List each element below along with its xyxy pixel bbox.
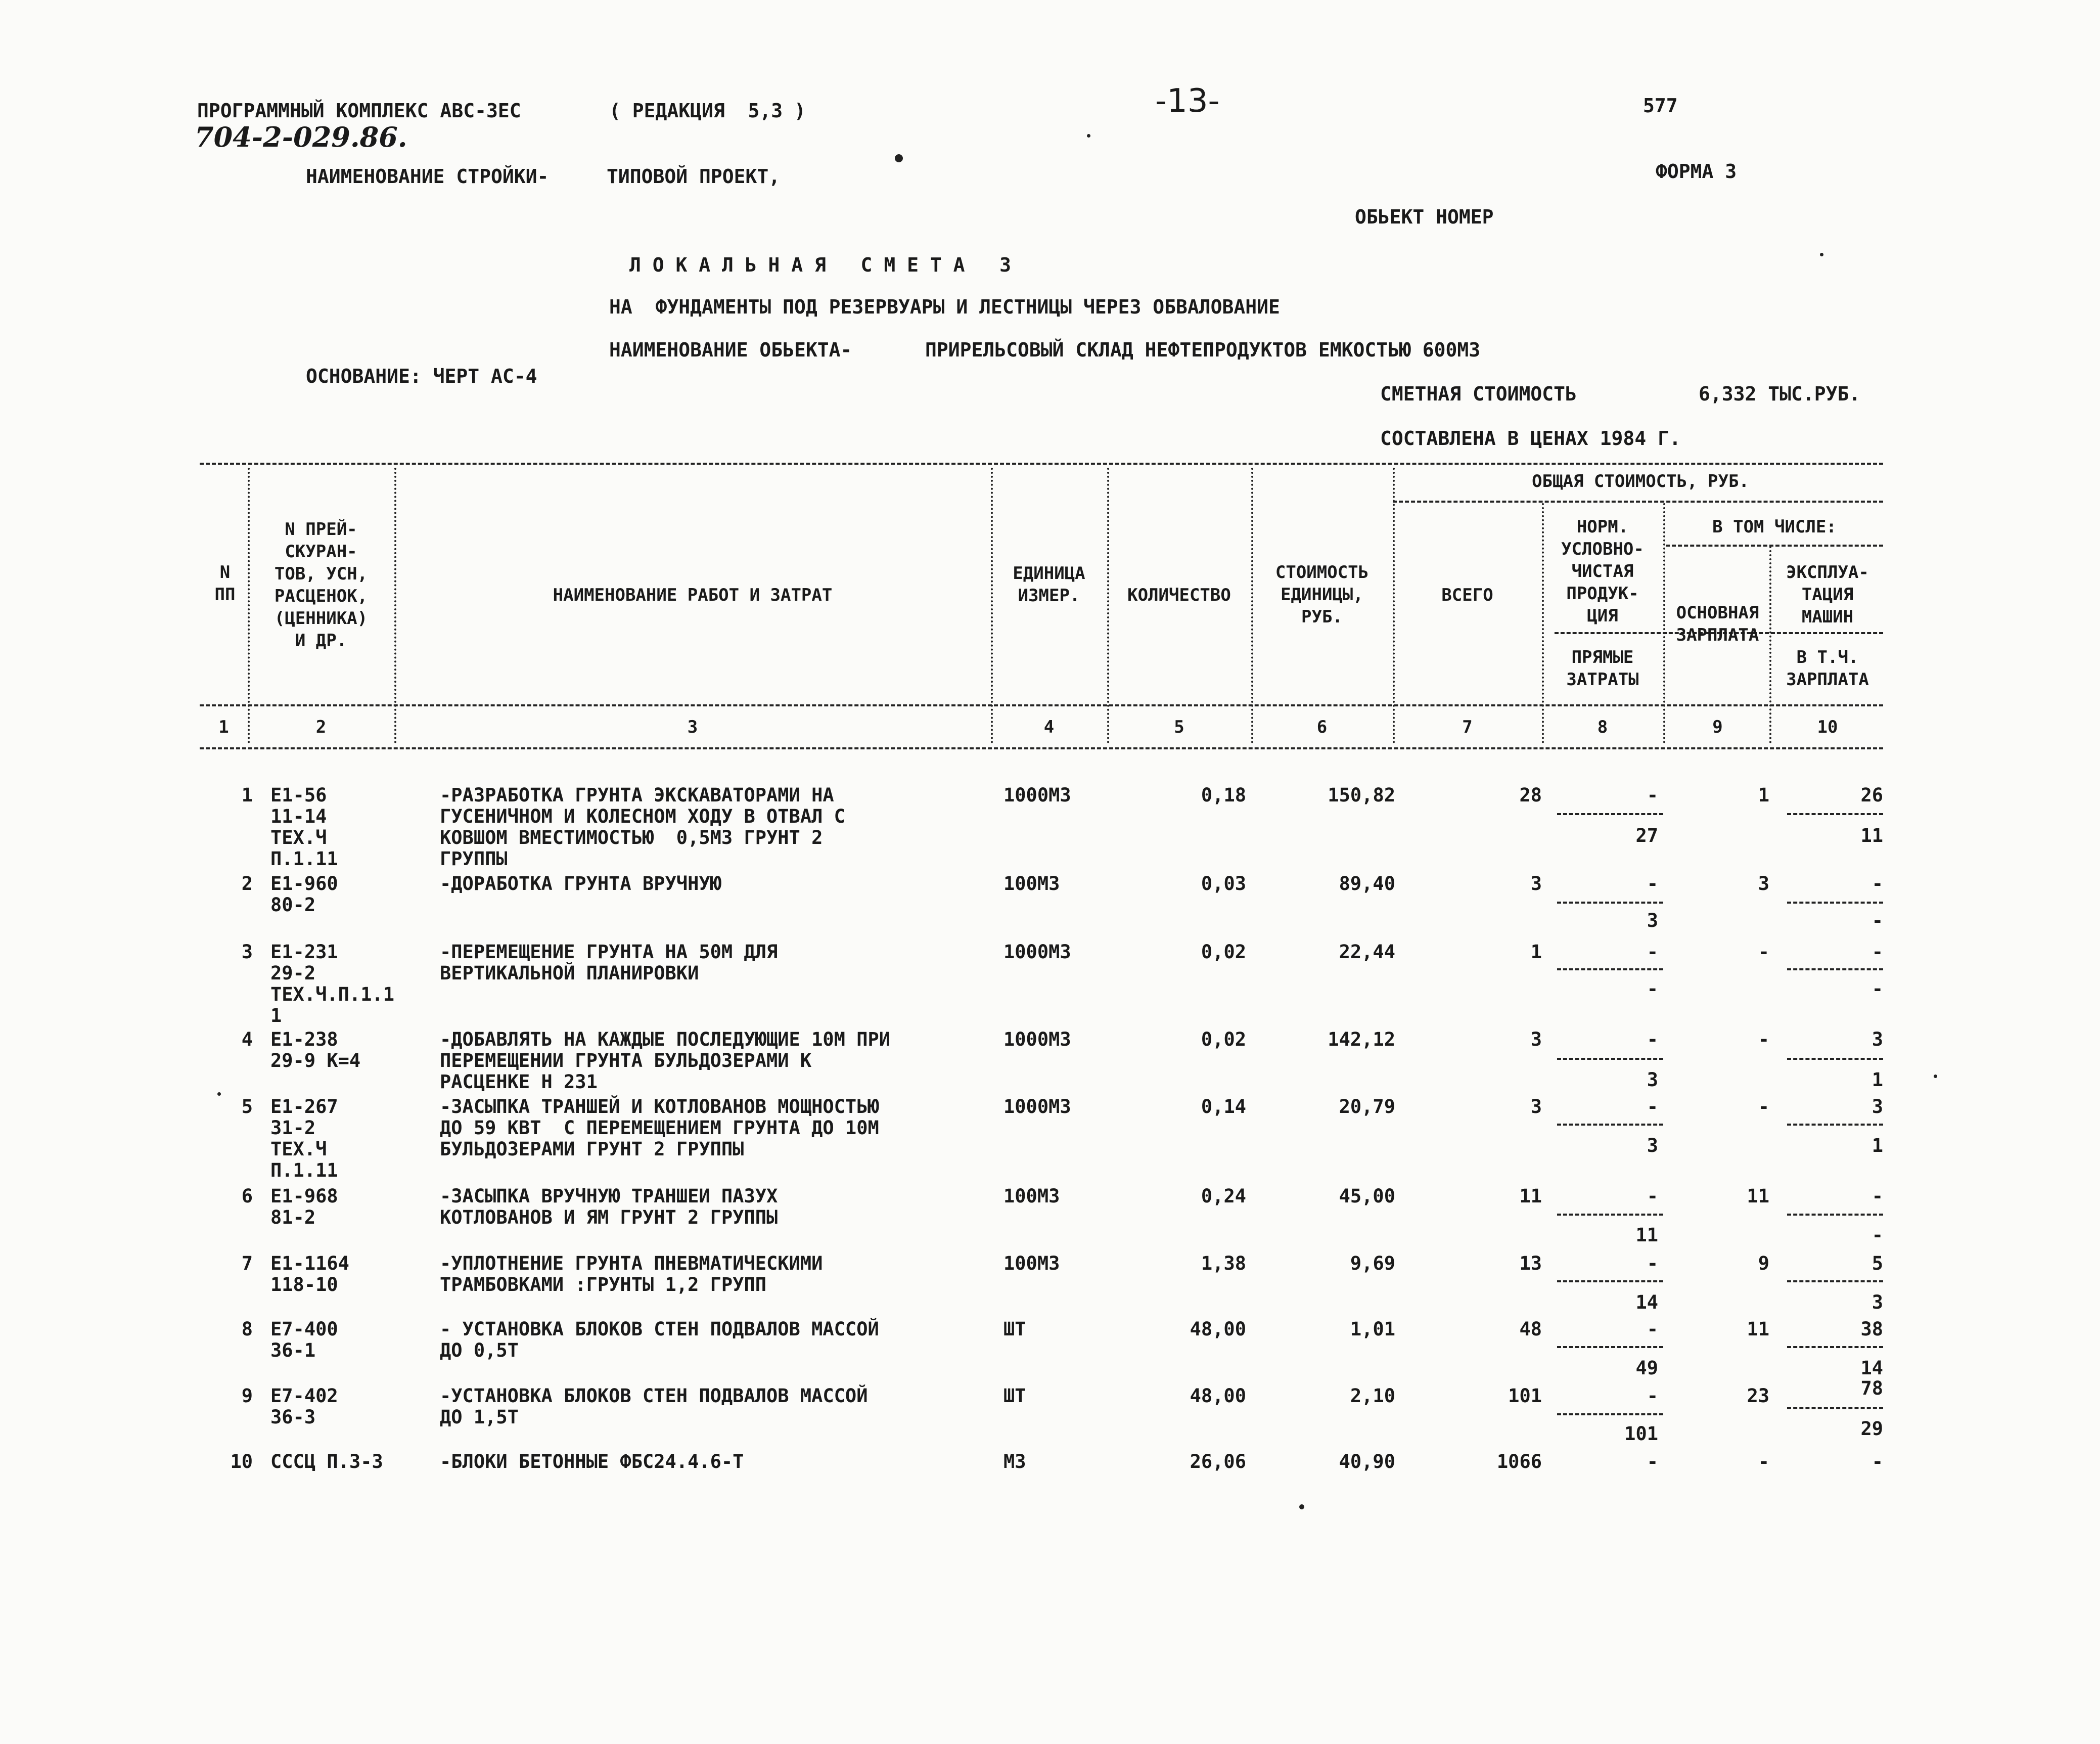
row-number: 7 [241,1253,253,1274]
row-work-name: -РАЗРАБОТКА ГРУНТА ЭКСКАВАТОРАМИ НА ГУСЕНИЧНОМ И КОЛЕСНОМ ХОДУ В ОТВАЛ С КОВШОМ ВМЕСТИМОСТЬЮ 0,5М3 ГРУНТ 2 ГРУППЫ [440,784,845,870]
row-base-salary: - [1758,1451,1769,1472]
col-number: 2 [315,717,327,737]
row-norm-production: - [1647,1385,1658,1407]
row-number: 8 [241,1318,253,1340]
row-work-name: - УСТАНОВКА БЛОКОВ СТЕН ПОДВАЛОВ МАССОЙ ДО 0,5Т [440,1318,879,1361]
row-base-salary: 9 [1758,1253,1769,1274]
header-machine-operation: ЭКСПЛУА- ТАЦИЯ МАШИН [1786,562,1869,627]
row-quantity: 0,03 [1201,873,1246,895]
header-unit: ЕДИНИЦА ИЗМЕР. [1013,563,1085,606]
row-code: Е7-400 36-1 [270,1318,338,1361]
row-direct-costs: 27 [1635,825,1658,846]
construction-label: НАИМЕНОВАНИЕ СТРОЙКИ- [306,165,549,188]
row-unit-cost: 9,69 [1350,1253,1395,1274]
row-incl-salary: 1 [1871,1135,1883,1156]
row-norm-production: - [1647,1185,1658,1207]
row-norm-production: - [1647,1028,1658,1050]
row-unit: 1000М3 [1003,941,1071,963]
price-basis: СОСТАВЛЕНА В ЦЕНАХ 1984 Г. [1380,427,1681,450]
header-work-name: НАИМЕНОВАНИЕ РАБОТ И ЗАТРАТ [553,585,833,605]
row-quantity: 0,24 [1201,1185,1246,1207]
row-unit: 100М3 [1003,873,1060,895]
row-unit-cost: 20,79 [1339,1096,1395,1117]
row-number: 3 [241,941,253,963]
cell-fraction-line [1557,1346,1663,1348]
row-base-salary: 3 [1758,873,1769,895]
header-bottom-rule [200,704,1883,706]
col-divider [1769,546,1771,743]
header-direct-costs: ПРЯМЫЕ ЗАТРАТЫ [1566,647,1639,690]
row-code: Е7-402 36-3 [270,1385,338,1428]
row-direct-costs: 101 [1624,1423,1658,1445]
row-unit-cost: 40,90 [1339,1451,1395,1472]
header-total: ВСЕГО [1441,585,1493,605]
scan-speck [217,1092,221,1096]
basis: ОСНОВАНИЕ: ЧЕРТ АС-4 [306,365,537,387]
row-base-salary: 11 [1747,1185,1769,1207]
row-quantity: 0,18 [1201,784,1246,806]
header-pricelist: N ПРЕЙ- СКУРАН- ТОВ, УСН, РАСЦЕНОК, (ЦЕННИКА) И ДР. [274,519,368,651]
col-divider [1393,468,1395,743]
cell-fraction-line [1557,1058,1663,1060]
row-quantity: 48,00 [1190,1318,1246,1340]
construction-value: ТИПОВОЙ ПРОЕКТ, [607,165,781,188]
col-number: 5 [1174,717,1184,737]
row-direct-costs: 49 [1635,1357,1658,1379]
row-number: 4 [241,1028,253,1050]
row-unit-cost: 45,00 [1339,1185,1395,1207]
row-machine-operation: 38 [1860,1318,1883,1340]
col-divider [1251,468,1253,743]
col-number: 8 [1597,717,1608,737]
row-direct-costs: 3 [1647,1135,1658,1156]
ink-dot [895,154,903,162]
row-incl-salary: 11 [1860,825,1883,846]
row-unit: 1000М3 [1003,1096,1071,1117]
row-total: 3 [1530,1096,1542,1117]
row-incl-salary: 14 [1860,1357,1883,1379]
row-code: Е1-267 31-2 ТЕХ.Ч П.1.11 [270,1096,338,1181]
row-unit-cost: 142,12 [1328,1028,1395,1050]
header-norm-production: НОРМ. УСЛОВНО- ЧИСТАЯ ПРОДУК- ЦИЯ [1561,517,1644,626]
estimate-for: НА ФУНДАМЕНТЫ ПОД РЕЗЕРВУАРЫ И ЛЕСТНИЦЫ ЧЕРЕЗ ОБВАЛОВАНИЕ [609,296,1280,318]
scan-speck [1934,1075,1937,1078]
cell-fraction-line [1557,813,1663,815]
cell-fraction-line [1787,1407,1883,1409]
row-work-name: -ДОБАВЛЯТЬ НА КАЖДЫЕ ПОСЛЕДУЮЩИЕ 10М ПРИ ПЕРЕМЕЩЕНИИ ГРУНТА БУЛЬДОЗЕРАМИ К РАСЦЕНКЕ Н 231 [440,1028,891,1093]
col-divider [1663,503,1665,743]
col-divider [248,468,250,743]
row-number: 9 [241,1385,253,1407]
row-incl-salary: - [1871,1224,1883,1246]
scan-speck [1820,253,1823,256]
form-number: ФОРМА 3 [1656,160,1737,183]
cell-fraction-line [1557,902,1663,904]
incl-rule [1666,545,1883,547]
row-direct-costs: 3 [1647,1069,1658,1091]
row-direct-costs: 14 [1635,1291,1658,1313]
row-unit-cost: 150,82 [1328,784,1395,806]
row-unit: ШТ [1003,1318,1026,1340]
row-norm-production: - [1647,784,1658,806]
row-machine-operation: 26 [1860,784,1883,806]
row-code: Е1-960 80-2 [270,873,338,916]
cell-fraction-line [1787,1280,1883,1282]
row-unit: ШТ [1003,1385,1026,1407]
col-number: 10 [1817,717,1838,737]
row-norm-production: - [1647,1096,1658,1117]
row-incl-salary: - [1871,910,1883,931]
cell-fraction-line [1787,1058,1883,1060]
row-code: Е1-238 29-9 К=4 [270,1028,361,1071]
row-unit: 100М3 [1003,1253,1060,1274]
cell-fraction-line [1787,1124,1883,1126]
row-quantity: 48,00 [1190,1385,1246,1407]
object-number: ОБЬЕКТ НОМЕР [1355,206,1494,228]
header-including: В ТОМ ЧИСЛЕ: [1712,517,1837,537]
row-total: 3 [1530,1028,1542,1050]
row-code: Е1-231 29-2 ТЕХ.Ч.П.1.1 1 [270,941,395,1026]
cell-fraction-line [1557,1413,1663,1415]
row-incl-salary: 1 [1871,1069,1883,1091]
col-divider [991,468,993,743]
row-code: СССЦ П.3-3 [270,1451,383,1472]
row-norm-production: - [1647,1451,1658,1472]
cell-fraction-line [1557,968,1663,970]
object-value: ПРИРЕЛЬСОВЫЙ СКЛАД НЕФТЕПРОДУКТОВ ЕМКОСТЬЮ 600М3 [925,339,1481,361]
row-unit: 1000М3 [1003,784,1071,806]
col-divider [394,468,396,743]
row-number: 10 [230,1451,253,1472]
row-machine-operation: - [1871,1185,1883,1207]
row-total: 13 [1519,1253,1542,1274]
row-unit-cost: 2,10 [1350,1385,1395,1407]
row-work-name: -ЗАСЫПКА ВРУЧНУЮ ТРАНШЕИ ПАЗУХ КОТЛОВАНОВ И ЯМ ГРУНТ 2 ГРУППЫ [440,1185,778,1228]
row-direct-costs: 3 [1647,910,1658,931]
col-number: 3 [687,717,698,737]
row-code: Е1-1164 118-10 [270,1253,349,1295]
col-number: 4 [1043,717,1055,737]
row-number: 6 [241,1185,253,1207]
row-machine-operation: - [1871,1451,1883,1472]
row-base-salary: 23 [1747,1385,1769,1407]
row-work-name: -УСТАНОВКА БЛОКОВ СТЕН ПОДВАЛОВ МАССОЙ ДО 1,5Т [440,1385,868,1428]
cell-fraction-line [1557,1214,1663,1216]
header-npp: N ПП [214,562,236,605]
cell-fraction-line [1787,902,1883,904]
row-norm-production: - [1647,1318,1658,1340]
row-base-salary: 1 [1758,784,1769,806]
row-work-name: -УПЛОТНЕНИЕ ГРУНТА ПНЕВМАТИЧЕСКИМИ ТРАМБОВКАМИ :ГРУНТЫ 1,2 ГРУПП [440,1253,823,1295]
row-incl-salary: 3 [1871,1291,1883,1313]
row-norm-production: - [1647,941,1658,963]
row-work-name: -БЛОКИ БЕТОННЫЕ ФБС24.4.6-Т [440,1451,744,1472]
row-total: 11 [1519,1185,1542,1207]
header-incl-salary: В Т.Ч. ЗАРПЛАТА [1786,647,1869,690]
table-top-rule [200,463,1883,465]
cell-fraction-line [1557,1280,1663,1282]
row-direct-costs: 11 [1635,1224,1658,1246]
numbers-bottom-rule [200,747,1883,749]
cell-fraction-line [1787,968,1883,970]
row-quantity: 0,14 [1201,1096,1246,1117]
row-machine-operation: 3 [1871,1096,1883,1117]
col-number: 1 [218,717,229,737]
row-machine-operation: 3 [1871,1028,1883,1050]
row-incl-salary: 29 [1860,1418,1883,1440]
page-number: -13- [1155,82,1220,120]
col-divider [1107,468,1109,743]
cost-label: СМЕТНАЯ СТОИМОСТЬ [1380,383,1577,405]
row-work-name: -ПЕРЕМЕЩЕНИЕ ГРУНТА НА 50М ДЛЯ ВЕРТИКАЛЬНОЙ ПЛАНИРОВКИ [440,941,778,984]
row-machine-operation: 5 [1871,1253,1883,1274]
col-number: 9 [1712,717,1723,737]
scan-speck [1087,134,1090,138]
cell-fraction-line [1787,813,1883,815]
header-base-salary: ОСНОВНАЯ ЗАРПЛАТА [1676,603,1759,645]
row-base-salary: - [1758,1096,1769,1117]
row-norm-production: - [1647,873,1658,895]
row-work-name: -ЗАСЫПКА ТРАНШЕЙ И КОТЛОВАНОВ МОЩНОСТЬЮ ДО 59 КВТ С ПЕРЕМЕЩЕНИЕМ ГРУНТА ДО 10М БУЛЬДОЗЕРАМИ ГРУНТ 2 ГРУППЫ [440,1096,879,1160]
row-quantity: 0,02 [1201,1028,1246,1050]
header-quantity: КОЛИЧЕСТВО [1127,585,1231,605]
cell-fraction-line [1557,1124,1663,1126]
row-unit-cost: 22,44 [1339,941,1395,963]
row-base-salary: - [1758,1028,1769,1050]
cell-fraction-line [1787,1346,1883,1348]
row-machine-operation: 78 [1860,1377,1883,1399]
col-number: 7 [1462,717,1473,737]
row-machine-operation: - [1871,941,1883,963]
scan-speck [1299,1504,1304,1509]
row-base-salary: - [1758,941,1769,963]
edition: ( РЕДАКЦИЯ 5,3 ) [609,100,806,122]
col-number: 6 [1316,717,1328,737]
row-unit: 1000М3 [1003,1028,1071,1050]
row-total: 101 [1508,1385,1542,1407]
row-quantity: 1,38 [1201,1253,1246,1274]
row-base-salary: 11 [1747,1318,1769,1340]
row-unit-cost: 89,40 [1339,873,1395,895]
header-unit-cost: СТОИМОСТЬ ЕДИНИЦЫ, РУБ. [1275,562,1369,627]
row-quantity: 0,02 [1201,941,1246,963]
object-label: НАИМЕНОВАНИЕ ОБЬЕКТА- [609,339,852,361]
total-cost-rule [1393,501,1883,503]
cost-value: 6,332 ТЫС.РУБ. [1699,383,1861,405]
row-unit: 100М3 [1003,1185,1060,1207]
cell-fraction-line [1787,1214,1883,1216]
row-code: Е1-968 81-2 [270,1185,338,1228]
estimate-title: Л О К А Л Ь Н А Я С М Е Т А 3 [629,254,1011,276]
row-total: 48 [1519,1318,1542,1340]
row-number: 5 [241,1096,253,1117]
row-number: 1 [241,784,253,806]
row-number: 2 [241,873,253,895]
row-total: 1 [1530,941,1542,963]
row-unit-cost: 1,01 [1350,1318,1395,1340]
sheet-number: 577 [1643,95,1678,117]
row-direct-costs: - [1647,978,1658,1000]
handwritten-code: 704-2-029.86. [195,121,407,153]
row-total: 1066 [1496,1451,1542,1472]
header-total-cost: ОБЩАЯ СТОИМОСТЬ, РУБ. [1532,471,1749,491]
row-machine-operation: - [1871,873,1883,895]
row-quantity: 26,06 [1190,1451,1246,1472]
program-name: ПРОГРАММНЫЙ КОМПЛЕКС АВС-3ЕС [197,100,521,122]
row-norm-production: - [1647,1253,1658,1274]
row-code: Е1-56 11-14 ТЕХ.Ч П.1.11 [270,784,338,870]
row-work-name: -ДОРАБОТКА ГРУНТА ВРУЧНУЮ [440,873,721,895]
col-divider [1542,503,1544,743]
row-total: 3 [1530,873,1542,895]
row-unit: М3 [1003,1451,1026,1472]
row-total: 28 [1519,784,1542,806]
row-incl-salary: - [1871,978,1883,1000]
